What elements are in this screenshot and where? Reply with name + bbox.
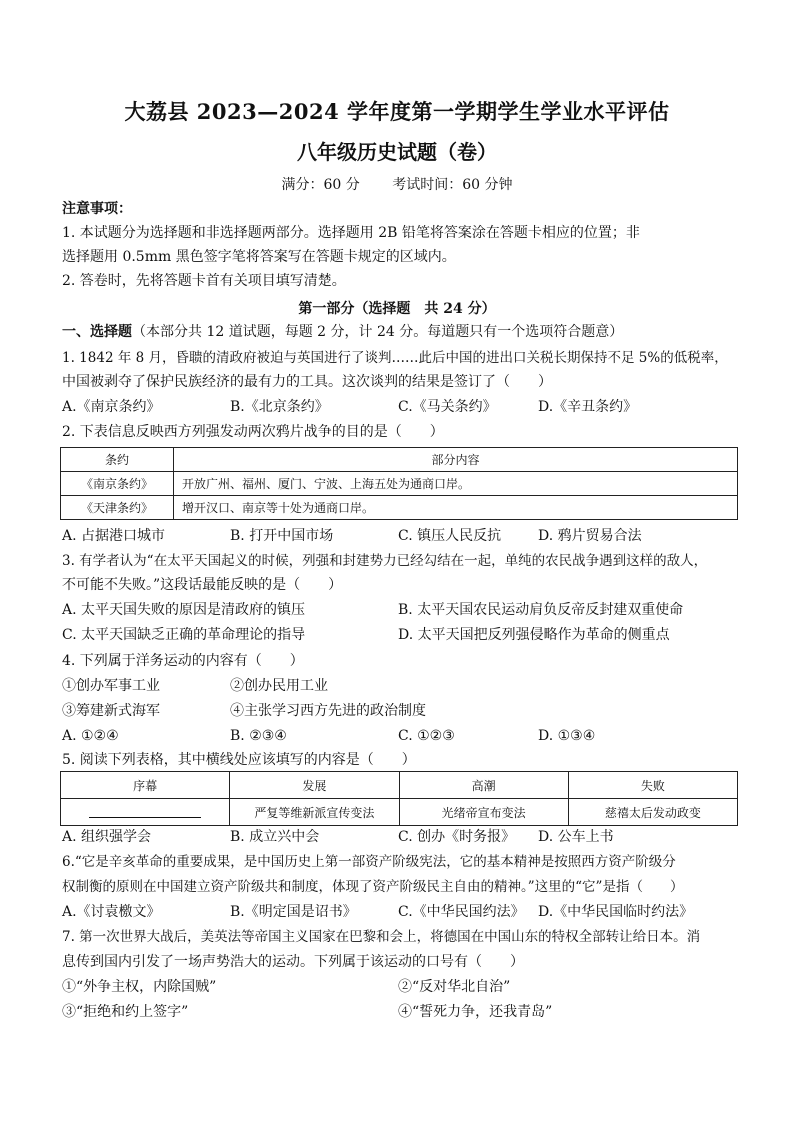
part1-title: 第一部分（选择题 共 24 分） — [298, 301, 496, 317]
note-2: 2. 答卷时，先将答题卡首有关项目填写清楚。 — [62, 273, 346, 289]
q6-stem-a: 6.“它是辛亥革命的重要成果，是中国历史上第一部资产阶级宪法，它的基本精神是按照西方资产阶级分 — [62, 854, 676, 870]
q1-stem-b: 中国被剥夺了保护民族经济的最有力的工具。这次谈判的结果是签订了（ ） — [62, 374, 552, 390]
q4-item-1: ①创办军事工业 — [62, 678, 160, 694]
table-header-cell: 条约 — [61, 448, 174, 472]
q6-option-a[interactable]: A.《讨袁檄文》 — [62, 904, 161, 920]
exam-meta — [0, 174, 794, 194]
q7-item-1: ①“外争主权，内除国贼” — [62, 979, 217, 995]
q3-stem-b: 不可能不失败。”这段话最能反映的是（ ） — [62, 577, 343, 593]
note-1a: 1. 本试题分为选择题和非选择题两部分。选择题用 2B 铅笔将答案涂在答题卡相应的位置；非 — [62, 225, 640, 241]
exam-subtitle: 八年级历史试题（卷） — [297, 140, 497, 164]
table-header-cell: 发展 — [230, 772, 399, 799]
table-header-cell: 序幕 — [61, 772, 230, 799]
q6-option-b[interactable]: B.《明定国是诏书》 — [230, 904, 357, 920]
q4-stem: 4. 下列属于洋务运动的内容有（ ） — [62, 653, 304, 669]
q7-stem-b: 息传到国内引发了一场声势浩大的运动。下列属于该运动的口号有（ ） — [62, 954, 524, 970]
table-row — [61, 448, 738, 472]
q5-option-a[interactable]: A. 组织强学会 — [62, 829, 152, 845]
q1-option-a[interactable]: A.《南京条约》 — [62, 399, 161, 415]
table-cell: 开放广州、福州、厦门、宁波、上海五处为通商口岸。 — [174, 472, 738, 496]
q6-stem-b: 权制衡的原则在中国建立资产阶级共和制度，体现了资产阶级民主自由的精神。”这里的“它”是指（ ） — [62, 879, 684, 895]
q7-stem-a: 7. 第一次世界大战后，美英法等帝国主义国家在巴黎和会上，将德国在中国山东的特权全部转让给日本。消 — [62, 929, 701, 945]
table-cell: 严复等维新派宣传变法 — [230, 799, 399, 826]
table-row — [61, 496, 738, 520]
q1-option-d[interactable]: D.《辛丑条约》 — [538, 399, 638, 415]
q5-option-c[interactable]: C. 创办《时务报》 — [398, 829, 516, 845]
q3-option-d[interactable]: D. 太平天国把反列强侵略作为革命的侧重点 — [398, 627, 670, 643]
table-header-cell: 部分内容 — [174, 448, 738, 472]
q3-stem-a: 3. 有学者认为“在太平天国起义的时候，列强和封建势力已经勾结在一起，单纯的农民战争遇到这样的敌人， — [62, 553, 708, 569]
q7-item-2: ②“反对华北自治” — [398, 979, 511, 995]
q2-stem: 2. 下表信息反映西方列强发动两次鸦片战争的目的是（ ） — [62, 424, 444, 440]
table-header-cell: 失败 — [568, 772, 737, 799]
q1-option-c[interactable]: C.《马关条约》 — [398, 399, 497, 415]
q6-option-c[interactable]: C.《中华民国约法》 — [398, 904, 525, 920]
table-row — [61, 472, 738, 496]
table-cell: 《天津条约》 — [61, 496, 174, 520]
q4-item-3: ③筹建新式海军 — [62, 703, 160, 719]
table-cell: 增开汉口、南京等十处为通商口岸。 — [174, 496, 738, 520]
q5-option-d[interactable]: D. 公车上书 — [538, 829, 614, 845]
q7-item-3: ③“拒绝和约上签字” — [62, 1004, 189, 1020]
section-label: 一、选择题 — [62, 324, 132, 340]
q3-option-b[interactable]: B. 太平天国农民运动肩负反帝反封建双重使命 — [398, 602, 684, 618]
q6-option-d[interactable]: D.《中华民国临时约法》 — [538, 904, 694, 920]
q4-option-a[interactable]: A. ①②④ — [62, 728, 119, 744]
q5-option-b[interactable]: B. 成立兴中会 — [230, 829, 320, 845]
q4-option-c[interactable]: C. ①②③ — [398, 728, 455, 744]
q3-option-c[interactable]: C. 太平天国缺乏正确的革命理论的指导 — [62, 627, 306, 643]
table-cell: 慈禧太后发动政变 — [568, 799, 737, 826]
q1-option-b[interactable]: B.《北京条约》 — [230, 399, 329, 415]
q5-stem: 5. 阅读下列表格，其中横线处应该填写的内容是（ ） — [62, 752, 416, 768]
q1-stem-a: 1. 1842 年 8 月，昏聩的清政府被迫与英国进行了谈判……此后中国的进出口关税长期保持不足 5%的低税率， — [62, 350, 728, 366]
q2-option-d[interactable]: D. 鸦片贸易合法 — [538, 528, 642, 544]
q3-option-a[interactable]: A. 太平天国失败的原因是清政府的镇压 — [62, 602, 306, 618]
table-cell: 《南京条约》 — [61, 472, 174, 496]
q4-item-2: ②创办民用工业 — [230, 678, 328, 694]
section-desc: （本部分共 12 道试题，每题 2 分，计 24 分。每道题只有一个选项符合题意） — [132, 324, 624, 340]
fill-blank-cell — [61, 799, 230, 826]
table-row — [61, 799, 738, 826]
q2-option-b[interactable]: B. 打开中国市场 — [230, 528, 334, 544]
notes-heading: 注意事项： — [62, 201, 132, 217]
q2-option-c[interactable]: C. 镇压人民反抗 — [398, 528, 502, 544]
q4-option-d[interactable]: D. ①③④ — [538, 728, 596, 744]
exam-time: 考试时间：60 分钟 — [392, 177, 513, 193]
exam-title: 大荔县 2023—2024 学年度第一学期学生学业水平评估 — [124, 99, 670, 124]
q4-option-b[interactable]: B. ②③④ — [230, 728, 287, 744]
table-header-cell: 高潮 — [399, 772, 568, 799]
q7-item-4: ④“誓死力争，还我青岛” — [398, 1004, 553, 1020]
section-heading — [62, 323, 623, 341]
q5-reform-table — [60, 771, 738, 826]
q2-option-a[interactable]: A. 占据港口城市 — [62, 528, 166, 544]
q4-item-4: ④主张学习西方先进的政治制度 — [230, 703, 426, 719]
table-row — [61, 772, 738, 799]
full-score: 满分：60 分 — [281, 177, 360, 193]
note-1b: 选择题用 0.5mm 黑色签字笔将答案写在答题卡规定的区域内。 — [62, 249, 456, 265]
table-cell: 光绪帝宣布变法 — [399, 799, 568, 826]
answer-blank — [89, 803, 201, 818]
q2-treaty-table — [60, 447, 738, 520]
